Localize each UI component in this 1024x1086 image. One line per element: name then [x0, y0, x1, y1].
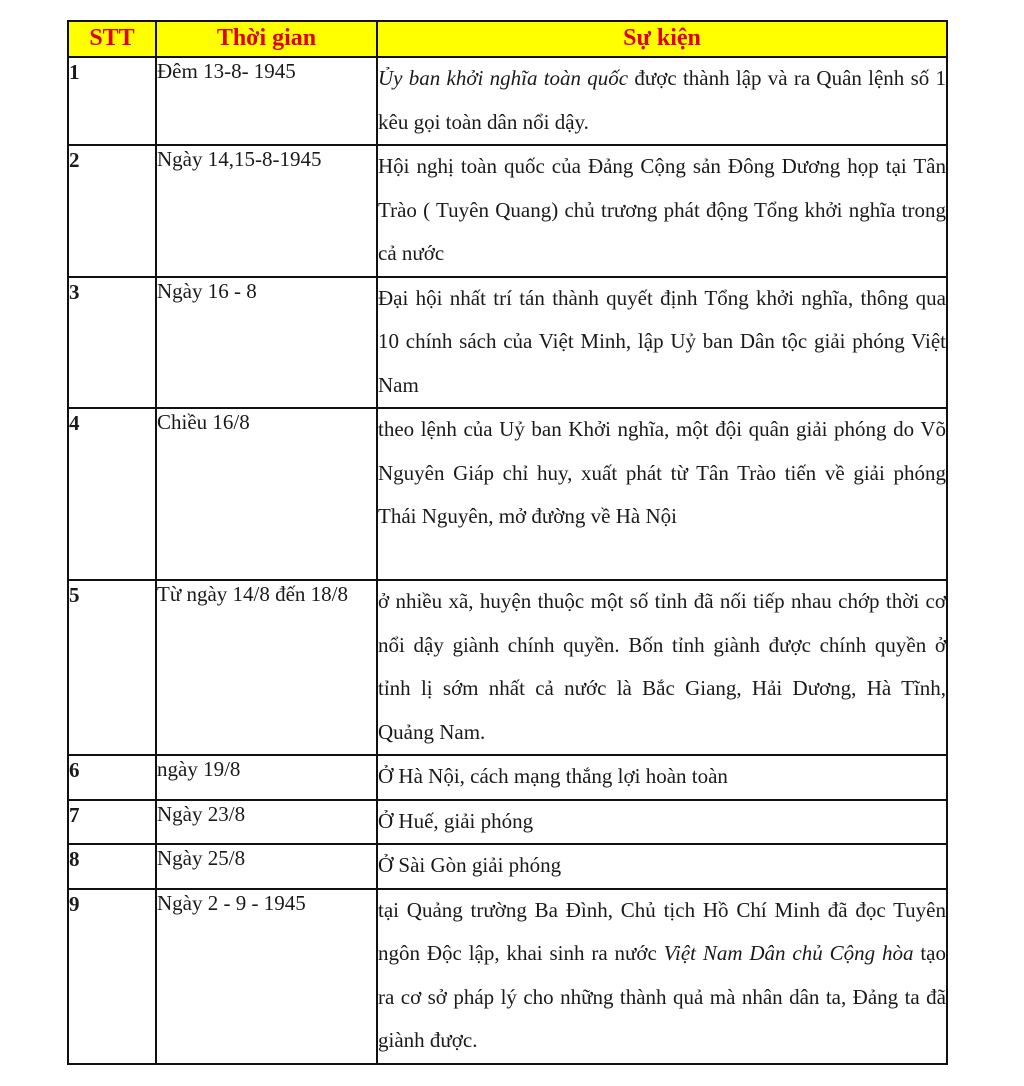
event-tail-text: tạo ra cơ sở pháp lý cho những thành quả mà nhân dân ta, Đảng ta đã giành được. — [378, 941, 946, 1052]
event-text: ở nhiều xã, huyện thuộc một số tỉnh đã nối tiếp nhau chớp thời cơ nổi dậy giành chính quyền. Bốn tỉnh giành được chính quyền ở tỉnh lị sớm nhất cả nước là Bắc Giang, Hải Dương, Hà Tĩnh, Quảng Nam. — [378, 589, 946, 744]
event-text: Ở Sài Gòn giải phóng — [378, 853, 562, 877]
row-stt: 2 — [68, 145, 156, 277]
row-event — [377, 889, 947, 1064]
row-stt: 9 — [68, 889, 156, 1064]
events-table — [67, 20, 948, 1065]
row-stt: 5 — [68, 580, 156, 755]
event-text: được thành lập và ra Quân lệnh số 1 kêu gọi toàn dân nổi dậy. — [378, 66, 946, 134]
row-time-text: Chiều 16/8 — [157, 410, 250, 434]
event-text: Hội nghị toàn quốc của Đảng Cộng sản Đông Dương họp tại Tân Trào ( Tuyên Quang) chủ trương phát động Tổng khởi nghĩa trong cả nước — [378, 154, 946, 265]
row-time-text: Ngày 23/8 — [157, 801, 246, 826]
event-text: tại Quảng trường Ba Đình, Chủ tịch Hồ Chí Minh đã đọc Tuyên ngôn Độc lập, khai sinh ra nước — [378, 897, 946, 965]
header-time: Thời gian — [156, 21, 377, 57]
row-event — [377, 57, 947, 145]
row-time — [156, 889, 377, 1064]
row-stt: 6 — [68, 755, 156, 800]
row-event — [377, 580, 947, 755]
row-stt: 8 — [68, 844, 156, 889]
row-time-text: Ngày 25/8 — [157, 846, 246, 870]
table-row — [68, 145, 947, 277]
event-text: Ở Hà Nội, cách mạng thắng lợi hoàn toàn — [378, 764, 728, 788]
row-time-text: Ngày 2 - 9 - 1945 — [157, 890, 306, 915]
table-row — [68, 889, 947, 1064]
event-text: Ở Huế, giải phóng — [378, 808, 534, 833]
row-stt: 1 — [68, 57, 156, 145]
row-event — [377, 408, 947, 580]
row-stt: 7 — [68, 800, 156, 845]
event-italic-text: Ủy ban khởi nghĩa toàn quốc — [378, 66, 629, 90]
row-event — [377, 145, 947, 277]
row-time — [156, 145, 377, 277]
row-time — [156, 408, 377, 580]
row-time — [156, 580, 377, 755]
row-event — [377, 800, 947, 845]
table-row — [68, 277, 947, 409]
row-time-text: Ngày 16 - 8 — [157, 278, 257, 303]
event-text: theo lệnh của Uỷ ban Khởi nghĩa, một đội quân giải phóng do Võ Nguyên Giáp chỉ huy, xuất phát từ Tân Trào tiến về giải phóng Thái Nguyên, mở đường về Hà Nội — [378, 417, 946, 528]
event-italic-text: Việt Nam Dân chủ Cộng hòa — [663, 941, 914, 965]
row-time-text: Ngày 14,15-8-1945 — [157, 147, 322, 171]
table-row — [68, 408, 947, 580]
row-event — [377, 755, 947, 800]
table-row — [68, 57, 947, 145]
row-stt: 3 — [68, 277, 156, 409]
row-time-text: Từ ngày 14/8 đến 18/8 — [157, 582, 349, 606]
row-stt: 4 — [68, 408, 156, 580]
row-time-text: Đêm 13-8- 1945 — [157, 59, 296, 83]
row-time-text: ngày 19/8 — [157, 757, 241, 781]
table-row — [68, 580, 947, 755]
row-time — [156, 57, 377, 145]
row-event — [377, 844, 947, 889]
event-text: Đại hội nhất trí tán thành quyết định Tổng khởi nghĩa, thông qua 10 chính sách của Việt Minh, lập Uỷ ban Dân tộc giải phóng Việt Nam — [378, 285, 946, 397]
header-event: Sự kiện — [377, 21, 947, 57]
row-event — [377, 277, 947, 409]
header-stt: STT — [68, 21, 156, 57]
row-time — [156, 277, 377, 409]
